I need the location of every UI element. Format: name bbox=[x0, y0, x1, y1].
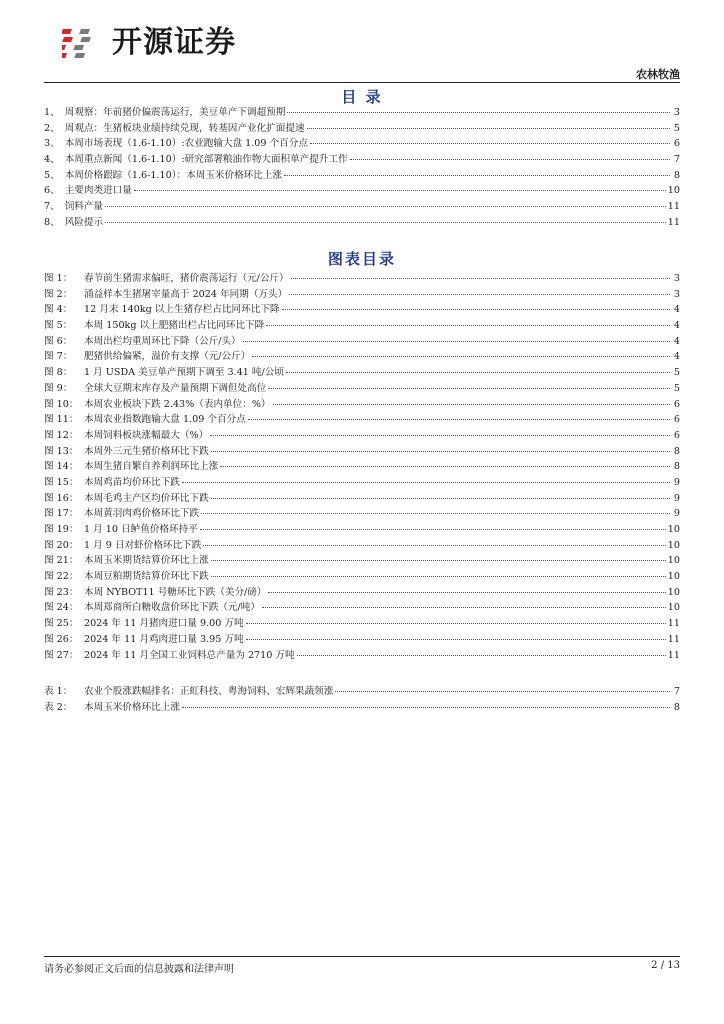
toc-entry-number: 5、 bbox=[44, 169, 60, 181]
figure-entry-number: 图 21： bbox=[44, 555, 79, 567]
figure-entry-number: 图 2： bbox=[44, 288, 73, 300]
figure-entry[interactable] bbox=[44, 647, 680, 663]
figure-entry-title: 12 月末 140kg 以上生猪存栏占比同环比下降 bbox=[84, 304, 280, 316]
figure-entry-leader bbox=[252, 346, 670, 357]
figure-entry-number: 图 4： bbox=[44, 304, 73, 316]
figure-entry-number: 图 25： bbox=[44, 618, 79, 630]
figure-entry-page: 4 bbox=[673, 320, 680, 332]
figure-entry-leader bbox=[273, 394, 670, 405]
figure-entry-title: 本周毛鸡主产区均价环比下跌 bbox=[84, 492, 209, 504]
figure-entry-leader bbox=[211, 566, 666, 577]
figure-entry-title: 2024 年 11 月猪肉进口量 9.00 万吨 bbox=[84, 618, 244, 630]
figure-entry-title: 本周黄羽肉鸡价格环比下跌 bbox=[84, 508, 200, 520]
figure-entry-title: 本周外三元生猪价格环比下跌 bbox=[84, 445, 209, 457]
figure-entry-number: 图 23： bbox=[44, 586, 79, 598]
table-entry-title: 本周玉米价格环比上涨 bbox=[84, 701, 180, 713]
figure-entry-number: 图 26： bbox=[44, 633, 79, 645]
figure-index-title: 图表目录 bbox=[327, 250, 396, 268]
toc-entry-page: 8 bbox=[673, 169, 680, 181]
figure-entry-page: 10 bbox=[667, 524, 680, 535]
toc-title: 目 录 bbox=[341, 88, 383, 106]
figure-entry-number: 图 12： bbox=[44, 429, 79, 441]
figure-entry-leader bbox=[211, 441, 670, 452]
sector-label: 农林牧渔 bbox=[636, 68, 680, 81]
figure-entry-number: 图 17： bbox=[44, 508, 79, 520]
figure-entry-number: 图 8： bbox=[44, 367, 73, 379]
footer-disclaimer: 请务必参阅正文后面的信息披露和法律声明 bbox=[44, 964, 234, 975]
table-entry-leader bbox=[182, 697, 670, 708]
figure-entry-number: 图 16： bbox=[44, 492, 79, 504]
table-index-list bbox=[44, 683, 680, 714]
figure-entry-number: 图 22： bbox=[44, 571, 79, 583]
toc-entry-title: 本周市场表现（1.6-1.10）:农业跑输大盘 1.09 个百分点 bbox=[64, 138, 308, 150]
figure-entry-leader bbox=[246, 629, 666, 640]
figure-entry-leader bbox=[297, 645, 666, 656]
toc-entry-leader bbox=[287, 102, 670, 113]
table-entry[interactable] bbox=[44, 699, 680, 715]
table-entry-title: 农业个股涨跌幅排名：正虹科技、粤海饲料、宏辉果蔬领涨 bbox=[84, 686, 334, 697]
figure-entry-page: 10 bbox=[667, 571, 680, 583]
figure-entry-leader bbox=[246, 613, 666, 624]
toc-entry-page: 10 bbox=[667, 185, 680, 197]
header-divider bbox=[44, 82, 680, 83]
toc-entry-page: 3 bbox=[673, 107, 680, 118]
toc-entry-page: 7 bbox=[673, 154, 680, 166]
figure-entry-title: 1 月 USDA 美豆单产预期下调至 3.41 吨/公顷 bbox=[84, 367, 284, 379]
toc-entry-number: 7、 bbox=[44, 201, 60, 213]
figure-entry-leader bbox=[268, 582, 665, 593]
figure-index-list bbox=[44, 270, 680, 662]
figure-entry-leader bbox=[266, 315, 670, 326]
figure-entry-page: 8 bbox=[673, 461, 680, 473]
figure-entry-page: 11 bbox=[667, 649, 680, 661]
figure-entry-title: 本周豆粕期货结算价环比下跌 bbox=[84, 571, 209, 583]
figure-entry-leader bbox=[291, 268, 670, 279]
figure-entry-title: 2024 年 11 月鸡肉进口量 3.95 万吨 bbox=[84, 633, 244, 645]
figure-entry-number: 图 5： bbox=[44, 320, 73, 332]
figure-entry-leader bbox=[210, 425, 670, 436]
figure-entry-page: 4 bbox=[673, 304, 680, 316]
figure-entry-page: 4 bbox=[673, 351, 680, 363]
figure-entry-title: 本周 150kg 以上肥猪出栏占比同环比下降 bbox=[84, 320, 265, 332]
toc-entry-title: 饲料产量 bbox=[64, 201, 104, 213]
figure-entry-page: 6 bbox=[673, 429, 680, 441]
figure-entry-title: 1 月 9 日对虾价格环比下跌 bbox=[84, 539, 202, 551]
figure-entry-title: 本周出栏均重周环比下降（公斤/头） bbox=[84, 335, 241, 347]
toc-entry-number: 8、 bbox=[44, 216, 60, 228]
figure-entry-title: 本周鸡苗均价环比下跌 bbox=[84, 476, 180, 488]
figure-entry-leader bbox=[268, 378, 670, 389]
toc-entry-number: 4、 bbox=[44, 154, 60, 166]
figure-entry-page: 9 bbox=[673, 476, 680, 488]
figure-entry-leader bbox=[182, 472, 670, 483]
figure-entry-title: 本周 NYBOT11 号糖环比下跌（美分/磅） bbox=[84, 586, 267, 598]
figure-entry-page: 10 bbox=[667, 555, 680, 567]
figure-entry-page: 4 bbox=[673, 335, 680, 347]
toc-entry-leader bbox=[105, 212, 666, 223]
toc-entry-title: 风险提示 bbox=[64, 216, 104, 228]
figure-entry-page: 9 bbox=[673, 508, 680, 520]
figure-entry-leader bbox=[286, 362, 670, 373]
toc-entry-leader bbox=[310, 133, 670, 144]
footer-divider bbox=[44, 956, 680, 957]
toc-entry-title: 周观察：年前猪价偏震荡运行，美豆单产下调超预期 bbox=[64, 107, 286, 118]
table-entry-page: 7 bbox=[673, 686, 680, 697]
figure-entry-number: 图 10： bbox=[44, 398, 79, 410]
figure-entry-number: 图 24： bbox=[44, 602, 79, 614]
figure-entry-leader bbox=[200, 519, 666, 530]
figure-entry-leader bbox=[289, 284, 670, 295]
toc-entry-number: 6、 bbox=[44, 185, 60, 197]
toc-entry-leader bbox=[350, 149, 670, 160]
figure-entry-page: 10 bbox=[667, 602, 680, 614]
toc-entry-leader bbox=[134, 180, 666, 191]
toc-entry-title: 本周价格跟踪（1.6-1.10）：本周玉米价格环比上涨 bbox=[64, 169, 283, 181]
figure-entry-page: 5 bbox=[673, 382, 680, 394]
figure-entry-number: 图 9： bbox=[44, 382, 73, 394]
figure-entry-page: 6 bbox=[673, 414, 680, 426]
figure-entry-number: 图 20： bbox=[44, 539, 79, 551]
figure-entry-title: 肥猪供给偏紧，溢价有支撑（元/公斤） bbox=[84, 351, 251, 363]
figure-entry-number: 图 27： bbox=[44, 649, 79, 661]
figure-entry-page: 10 bbox=[667, 586, 680, 598]
figure-entry-leader bbox=[248, 409, 670, 420]
figure-entry-title: 本周郑商所白糖收盘价环比下跌（元/吨） bbox=[84, 602, 260, 614]
toc-entry[interactable] bbox=[44, 214, 680, 230]
figure-entry-title: 本周农业板块下跌 2.43%（表内单位：%） bbox=[84, 398, 271, 410]
figure-entry-leader bbox=[220, 456, 670, 467]
figure-entry-number: 图 14： bbox=[44, 461, 79, 473]
figure-entry-page: 3 bbox=[673, 288, 680, 300]
figure-entry-page: 9 bbox=[673, 492, 680, 504]
table-entry-number: 表 2： bbox=[44, 701, 73, 713]
figure-entry-leader bbox=[203, 535, 665, 546]
figure-entry-leader bbox=[211, 550, 666, 561]
figure-entry-title: 本周农业指数跑输大盘 1.09 个百分点 bbox=[84, 414, 246, 426]
toc-entry-page: 6 bbox=[673, 138, 680, 150]
toc-entry-leader bbox=[284, 165, 670, 176]
figure-entry-title: 本周饲料板块涨幅最大（%） bbox=[84, 429, 209, 441]
figure-entry-title: 2024 年 11 月全国工业饲料总产量为 2710 万吨 bbox=[84, 649, 295, 661]
table-entry-leader bbox=[335, 681, 670, 692]
figure-entry-title: 全球大豆期末库存及产量预期下调但处高位 bbox=[84, 382, 267, 394]
figure-entry-number: 图 1： bbox=[44, 273, 73, 284]
figure-entry-leader bbox=[243, 331, 670, 342]
figure-entry-number: 图 13： bbox=[44, 445, 79, 457]
toc-entry-title: 主要肉类进口量 bbox=[64, 185, 132, 197]
toc-entry-page: 5 bbox=[673, 122, 680, 134]
brand-mark-icon bbox=[62, 26, 106, 60]
figure-entry-title: 本周玉米期货结算价环比上涨 bbox=[84, 555, 209, 567]
figure-entry-number: 图 7： bbox=[44, 351, 73, 363]
figure-entry-page: 10 bbox=[667, 539, 680, 551]
figure-entry-number: 图 11： bbox=[44, 414, 79, 426]
table-entry-number: 表 1： bbox=[44, 686, 73, 697]
figure-entry-number: 图 6： bbox=[44, 335, 73, 347]
figure-entry-page: 3 bbox=[673, 273, 680, 284]
toc-entry-title: 本周重点新闻（1.6-1.10）:研究部署粮油作物大面积单产提升工作 bbox=[64, 154, 348, 166]
brand-name: 开源证券 bbox=[112, 25, 236, 60]
figure-entry-leader bbox=[282, 299, 670, 310]
figure-entry-number: 图 15： bbox=[44, 476, 79, 488]
figure-entry-leader bbox=[201, 503, 670, 514]
figure-entry-title: 春节前生猪需求偏旺，猪价震荡运行（元/公斤） bbox=[84, 273, 289, 284]
toc-entry-number: 3、 bbox=[44, 138, 60, 150]
toc-entry-leader bbox=[105, 196, 666, 207]
figure-entry-page: 5 bbox=[673, 367, 680, 379]
toc-entry-leader bbox=[307, 118, 670, 129]
table-entry-page: 8 bbox=[673, 701, 680, 713]
figure-entry-title: 1 月 10 日鲈鱼价格环持平 bbox=[84, 524, 198, 535]
figure-entry-page: 11 bbox=[667, 633, 680, 645]
toc-entry-number: 2、 bbox=[44, 122, 60, 134]
toc-entry-page: 11 bbox=[667, 201, 680, 213]
figure-entry-page: 6 bbox=[673, 398, 680, 410]
figure-entry-page: 8 bbox=[673, 445, 680, 457]
page-indicator: 2 / 13 bbox=[651, 960, 680, 971]
figure-entry-title: 本周生猪自繁自养利润环比上涨 bbox=[84, 461, 219, 473]
toc-entry-title: 周观点：生猪板块业绩持续兑现，转基因产业化扩面提速 bbox=[64, 122, 305, 134]
toc-list bbox=[44, 104, 680, 230]
toc-entry-number: 1、 bbox=[44, 107, 60, 118]
toc-entry-page: 11 bbox=[667, 216, 680, 228]
figure-entry-number: 图 19： bbox=[44, 524, 79, 535]
figure-entry-leader bbox=[211, 488, 670, 499]
figure-entry-title: 涌益样本生猪屠宰量高于 2024 年同期（万头） bbox=[84, 288, 288, 300]
figure-entry-page: 11 bbox=[667, 618, 680, 630]
figure-entry-leader bbox=[262, 597, 666, 608]
company-logo bbox=[62, 26, 236, 60]
